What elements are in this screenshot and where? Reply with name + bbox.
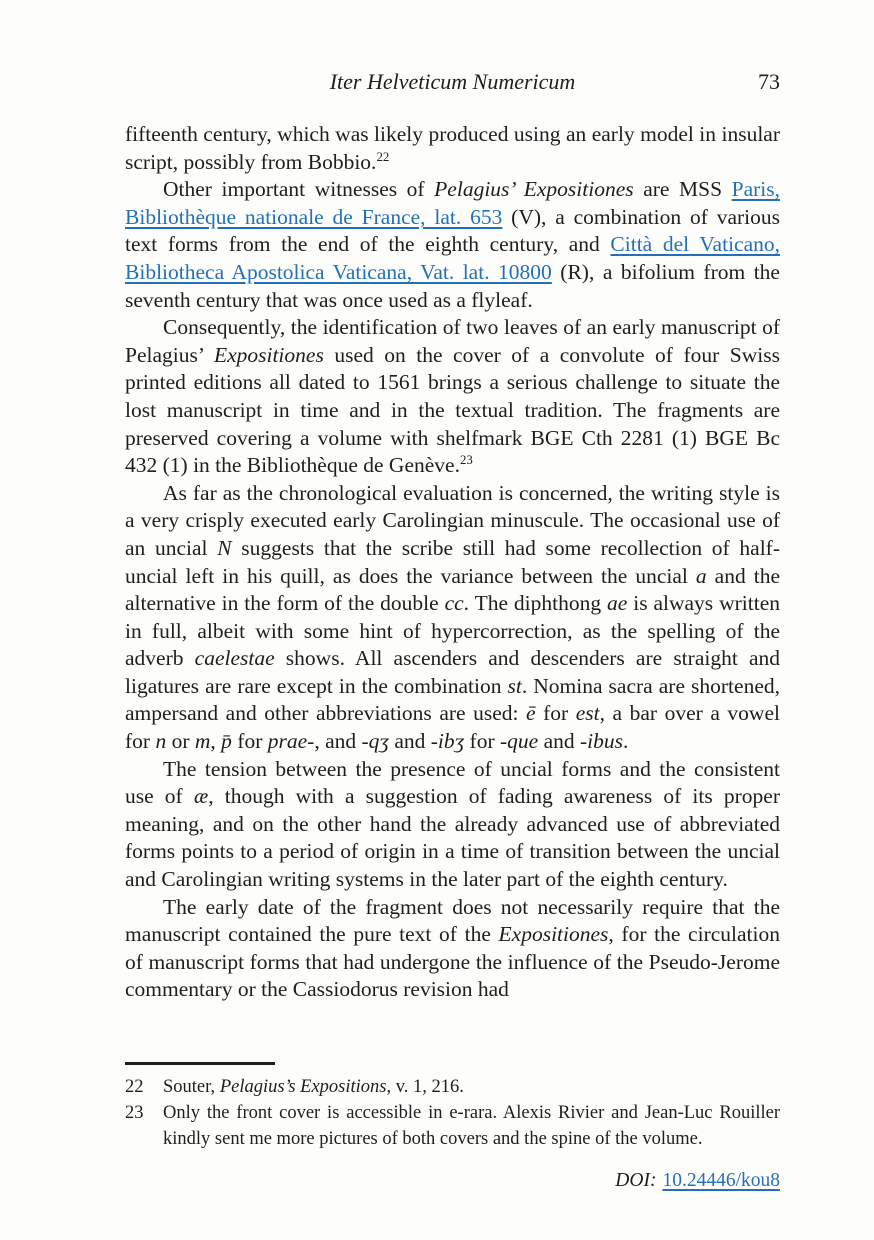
paragraph (125, 176, 780, 314)
text-run: , v. 1, 216. (386, 1077, 464, 1097)
footnote-separator (125, 1062, 275, 1065)
text-run: . (623, 729, 629, 754)
italic-text: cc (444, 591, 464, 616)
text-run: are MSS (633, 177, 732, 202)
italic-text: ē (526, 701, 536, 726)
footnote-ref: 23 (459, 452, 473, 467)
hyperlink[interactable]: Città del Vaticano, Bibliotheca Apostolica Vaticana, Vat. lat. 10800 (125, 232, 780, 284)
text-run: for (535, 701, 576, 726)
text-run: As far as the chronological evaluation is concerned, the writing style is a very crisply executed early Carolingian minuscule. The occasional use of an uncial (125, 480, 780, 560)
running-header (125, 70, 780, 94)
text-run: Souter, (163, 1077, 220, 1097)
footnote-text (163, 1074, 780, 1100)
italic-text: prae- (267, 729, 315, 754)
italic-text: m (194, 729, 211, 754)
text-run: (R), a bifolium from the seventh century that was once used as a flyleaf. (125, 259, 780, 312)
italic-text: N (217, 535, 232, 560)
italic-text: Expositiones (213, 342, 324, 367)
italic-text: -ibus (580, 729, 623, 754)
page-number: 73 (758, 69, 780, 94)
footnote-number: 22 (125, 1077, 144, 1097)
text-run: Consequently, the identification of two leaves of an early manuscript of Pelagius’ (125, 315, 780, 367)
text-run: shows. All ascenders and descenders are straight and ligatures are rare except in the combination (125, 646, 781, 698)
italic-text: æ (193, 784, 209, 809)
text-run: Other important witnesses of (163, 177, 435, 202)
doi-row (125, 1170, 780, 1192)
italic-text: n (155, 729, 167, 754)
text-run: is always written in full, albeit with some hint of hypercorrection, as the spelling of the adverb (125, 591, 780, 671)
italic-text: est (575, 701, 600, 726)
text-run: . Nomina sacra are shortened, ampersand and other abbreviations are used: (125, 673, 780, 726)
hyperlink[interactable]: Paris, Bibliothèque nationale de France, lat. 653 (125, 177, 781, 229)
text-run: The early date of the fragment does not necessarily require that the manuscript contained the pure text of the (125, 894, 780, 947)
text-run: , though with a suggestion of fading awareness of its proper meaning, and on the other hand the already advanced use of abbreviated forms points to a period of origin in a time of transition between the uncial and Carolingian writing systems in the later part of the eighth century. (125, 784, 780, 892)
text-run: . The diphthong (463, 591, 608, 616)
italic-text: -que (500, 729, 539, 754)
footnote-area (125, 1062, 780, 1192)
paragraph (125, 314, 780, 480)
italic-text: caelestae (194, 646, 275, 671)
footnote-list (125, 1074, 780, 1152)
text-run: , (210, 729, 222, 754)
text-run: fifteenth century, which was likely produced using an early model in insular script, possibly from Bobbio. (125, 122, 780, 174)
text-run: Only the front cover is accessible in e-rara. Alexis Rivier and Jean-Luc Rouiller kindly sent me more pictures of both covers and the spine of the volume. (163, 1103, 780, 1149)
italic-text: Pelagius’s Expositions (219, 1077, 387, 1097)
italic-text: -ibʒ (430, 729, 465, 754)
text-run: , for the circulation of manuscript forms that had undergone the influence of the Pseudo-Jerome commentary or the Cassiodorus revision had (125, 922, 780, 1002)
text-run: , a bar over a vowel for (125, 701, 780, 754)
paragraph (125, 756, 780, 894)
footnote-ref: 22 (376, 149, 390, 164)
footnote (125, 1100, 780, 1152)
text-run: for (231, 729, 268, 754)
footnote-text (163, 1100, 780, 1152)
running-header-title: Iter Helveticum Numericum (329, 69, 576, 94)
body-text (125, 121, 780, 1004)
italic-text: Expositiones (498, 922, 609, 947)
paragraph (125, 480, 780, 756)
doi-link[interactable]: 10.24446/kou8 (662, 1170, 780, 1191)
text-run: and the alternative in the form of the double (125, 563, 780, 616)
italic-text: a (695, 563, 707, 588)
text-run: used on the cover of a convolute of four Swiss printed editions all dated to 1561 brings a serious challenge to situate the lost manuscript in time and in the textual tradition. The fragments are preserved covering a volume with shelfmark BGE Cth 2281 (1) BGE Bc 432 (1) in the Bibliothèque de Genève. (125, 342, 781, 478)
doi-label: DOI: (615, 1170, 657, 1191)
paragraph (125, 894, 780, 1004)
text-run: and (538, 729, 580, 754)
paragraph (125, 121, 780, 176)
text-run: suggests that the scribe still had some recollection of half-uncial left in his quill, as does the variance between the uncial (125, 535, 780, 588)
italic-text: Pelagius’ Expositiones (434, 177, 634, 202)
text-run: (V), a combination of various text forms from the end of the eighth century, and (125, 204, 780, 257)
footnote (125, 1074, 780, 1100)
text-run: The tension between the presence of uncial forms and the consistent use of (125, 756, 780, 809)
text-run: and (388, 729, 431, 754)
italic-text: ae (607, 591, 628, 616)
text-run: , and (314, 729, 362, 754)
italic-text: p̄ (221, 729, 232, 754)
italic-text: st (507, 673, 522, 698)
footnote-number: 23 (125, 1103, 144, 1123)
text-run: or (166, 729, 195, 754)
italic-text: -qʒ (361, 729, 389, 754)
text-run: for (464, 729, 500, 754)
